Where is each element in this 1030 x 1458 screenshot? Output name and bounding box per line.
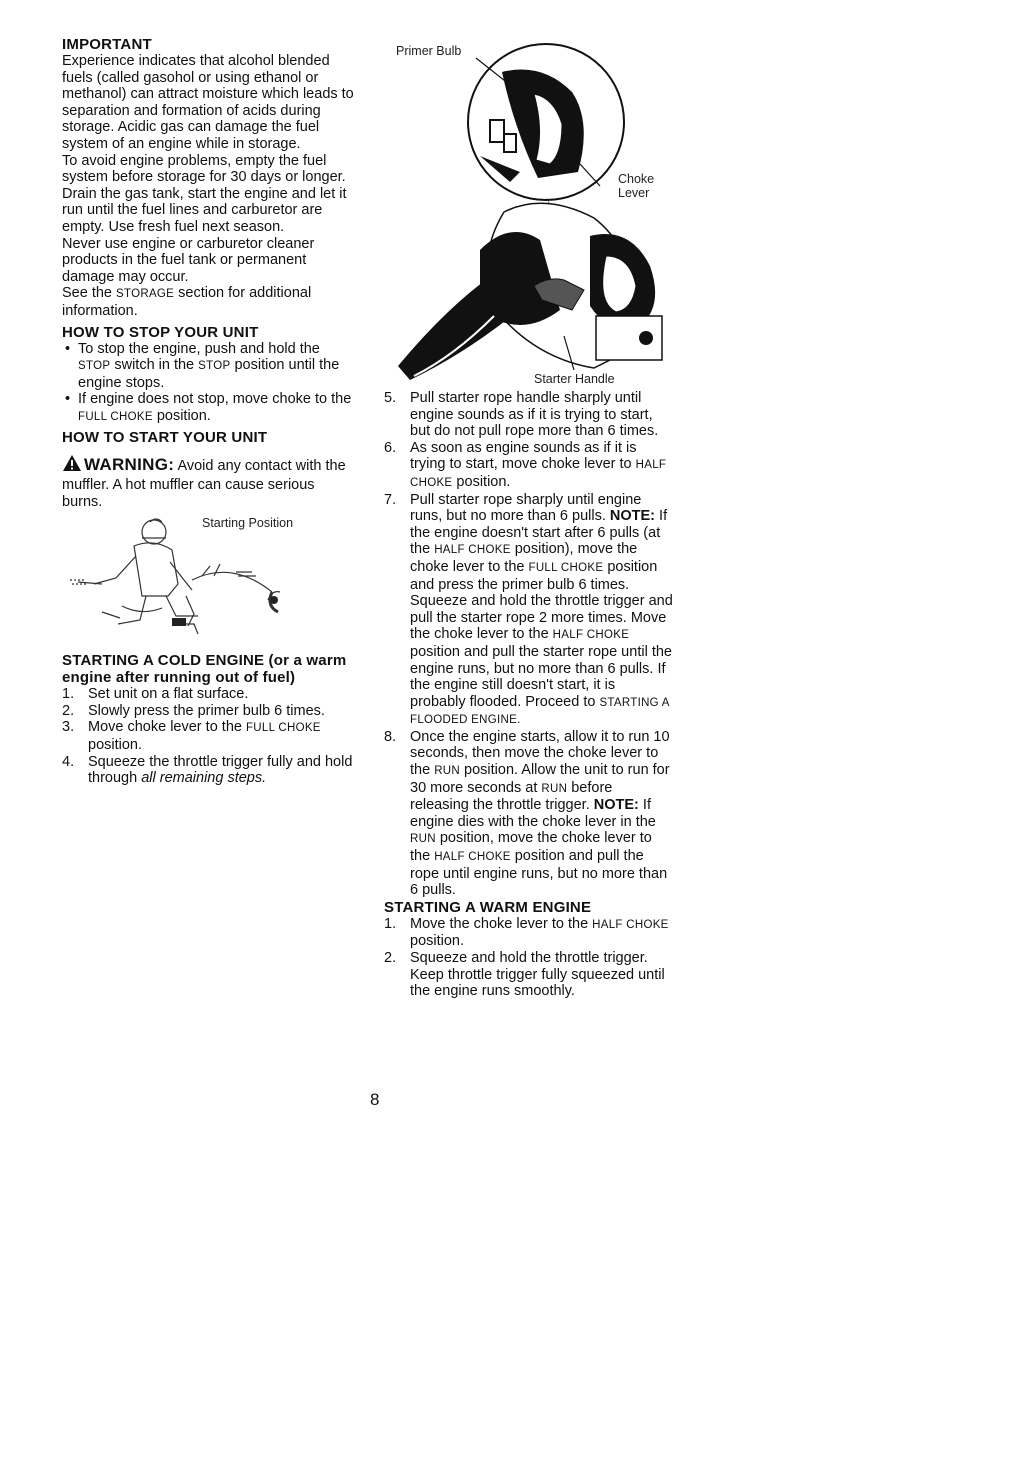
cold-engine-steps-right <box>384 390 674 899</box>
left-column <box>62 36 354 787</box>
list-item <box>62 341 354 392</box>
text-run: before releasing the throttle trigger. <box>410 779 613 814</box>
full-choke-term: FULL CHOKE <box>528 561 604 574</box>
storage-ref: STORAGE <box>116 288 175 301</box>
half-choke-term: HALF CHOKE <box>410 459 667 489</box>
half-choke-term: HALF CHOKE <box>592 918 669 931</box>
warning-block <box>62 454 354 510</box>
kneeling-operator-illustration <box>62 516 322 646</box>
important-paragraph-3: Never use engine or carburetor cleaner products in the fuel tank or permanent damage may occur. <box>62 235 315 285</box>
list-item <box>62 391 354 425</box>
warning-triangle-icon <box>62 454 82 477</box>
list-item: 7. Pull starter rope sharply until engine runs, but no more than 6 pulls. NOTE: If the engine doesn't start after 6 pulls (at the HALF CHOKE position), move the choke lever to the FULL CHOKE position and press the primer bulb 6 times. Squeeze and hold the throttle trigger and pull the starter rope 2 more times. Move the choke lever to the HALF CHOKE position and pull the starter rope until the engine runs, but no more than 6 pulls. If the engine still doesn't start, it is probably flooded. Proceed to STARTING A FLOODED ENGINE. <box>384 491 673 727</box>
engine-illustration <box>384 36 674 388</box>
text-run: As soon as engine sounds as if it is trying to start, move choke lever to <box>410 439 637 473</box>
text-run: switch in the <box>110 357 199 374</box>
cold-engine-heading: STARTING A COLD ENGINE (or a warm engine after running out of fuel) <box>62 652 347 687</box>
step-text: Squeeze and hold the throttle trigger. Keep throttle trigger fully squeezed until the engine runs smoothly. <box>410 950 665 1000</box>
list-item: 3. Move choke lever to the FULL CHOKE position. <box>62 719 321 754</box>
text-run: If engine does not stop, move choke to the <box>78 391 352 408</box>
list-item: 2. Squeeze and hold the throttle trigger. Keep throttle trigger fully squeezed until the engine runs smoothly. <box>384 950 665 1000</box>
run-term: RUN <box>410 833 436 846</box>
text-run: Move the choke lever to the <box>410 915 593 932</box>
list-item: 1. Set unit on a flat surface. <box>62 686 249 703</box>
text-run: position and pull the rope until engine runs, but no more than 6 pulls. <box>410 848 668 899</box>
starting-position-caption: Starting Position <box>202 516 294 531</box>
text-run: Squeeze the throttle trigger fully and hold through <box>88 753 353 787</box>
text-run: position until the engine stops. <box>78 357 340 391</box>
list-item: 1. Move the choke lever to the HALF CHOKE position. <box>384 915 669 950</box>
text-run: position. <box>152 407 211 424</box>
text-run: See the <box>62 285 117 302</box>
stop-switch-term: STOP <box>78 360 111 373</box>
full-choke-term: FULL CHOKE <box>245 722 321 735</box>
warm-engine-heading: STARTING A WARM ENGINE <box>384 898 592 916</box>
important-paragraph-2: To avoid engine problems, empty the fuel system before storage for 30 days or longer. Drain the gas tank, start the engine and let it run until the fuel lines and carburetor are empty. Use fresh fuel next season. <box>62 152 347 235</box>
note-label: NOTE: <box>609 508 656 525</box>
list-item: 4. Squeeze the throttle trigger fully and hold through all remaining steps. <box>62 753 353 787</box>
text-run: position. <box>88 737 143 754</box>
text-run: position. <box>410 933 465 950</box>
half-choke-term: HALF CHOKE <box>434 544 511 557</box>
list-item: 6. As soon as engine sounds as if it is trying to start, move choke lever to HALF CHOKE position. <box>384 439 667 490</box>
primer-bulb-label: Primer Bulb <box>396 44 462 58</box>
important-heading: IMPORTANT <box>62 36 152 53</box>
warm-engine-steps <box>384 916 674 1000</box>
page-number: 8 <box>370 1090 380 1109</box>
starter-handle-label: Starter Handle <box>534 372 615 386</box>
half-choke-term: HALF CHOKE <box>552 629 630 642</box>
stop-heading: HOW TO STOP YOUR UNIT <box>62 323 259 341</box>
half-choke-term: HALF CHOKE <box>434 851 511 864</box>
step-text: Set unit on a flat surface. <box>88 686 249 703</box>
starting-position-figure <box>62 516 354 646</box>
important-paragraph-1: Experience indicates that alcohol blended fuels (called gasohol or using ethanol or methanol) can attract moisture which leads to separation and formation of acids during storage. Acidic gas can damage the fuel system of an engine while in storage. <box>62 53 354 152</box>
text-run: section for additional information. <box>62 285 312 319</box>
start-heading: HOW TO START YOUR UNIT <box>62 429 268 447</box>
text-run: If engine dies with the choke lever in the <box>410 797 656 830</box>
warning-text: Avoid any contact with the muffler. A hot muffler can cause serious burns. <box>62 458 346 510</box>
run-term: RUN <box>541 782 568 795</box>
text-run: position and pull the starter rope until the engine runs, but no more than 6 pulls. If the engine still doesn't start, it is probably flooded. Proceed to <box>410 643 672 710</box>
text-run: position), move the choke lever to the <box>410 541 638 575</box>
text-run: Pull starter rope sharply until engine runs, but no more than 6 pulls. <box>410 491 642 525</box>
text-run: Once the engine starts, allow it to run 10 seconds, then move the choke lever to the <box>410 728 670 779</box>
step-text: Slowly press the primer bulb 6 times. <box>88 702 325 719</box>
choke-lever-label: Choke Lever <box>618 172 655 200</box>
list-item: 5. Pull starter rope handle sharply until engine sounds as if it is trying to start, but do not pull rope more than 6 times. <box>384 390 659 440</box>
emphasis-text: all remaining steps. <box>141 770 267 787</box>
text-run: position. Allow the unit to run for 30 more seconds at <box>410 762 670 796</box>
step-text: Pull starter rope handle sharply until engine sounds as if it is trying to start, but do not pull rope more than 6 times. <box>410 390 659 440</box>
full-choke-term: FULL CHOKE <box>78 410 153 423</box>
list-item: 2. Slowly press the primer bulb 6 times. <box>62 702 325 719</box>
text-run: If the engine doesn't start after 6 pulls (at the <box>410 508 668 558</box>
list-item: 8. Once the engine starts, allow it to run 10 seconds, then move the choke lever to the RUN position. Allow the unit to run for 30 more seconds at RUN before releasing the throttle trigger. NOTE: If engine dies with the choke lever in the RUN position, move the choke lever to the HALF CHOKE position and pull the rope until engine runs, but no more than 6 pulls. <box>384 728 670 899</box>
flooded-engine-ref: STARTING A FLOODED ENGINE. <box>410 696 670 727</box>
text-run: To stop the engine, push and hold the <box>78 340 320 357</box>
right-column <box>384 36 674 1000</box>
text-run: position. <box>452 473 511 490</box>
text-run: position, move the choke lever to the <box>410 830 652 865</box>
stop-position-term: STOP <box>198 360 231 373</box>
note-label: NOTE: <box>593 797 639 814</box>
warning-label: WARNING: <box>84 455 175 475</box>
run-term: RUN <box>434 765 461 778</box>
important-paragraph-4 <box>62 285 354 319</box>
stop-list <box>62 341 354 426</box>
text-run: position and press the primer bulb 6 times. Squeeze and hold the throttle trigger and pull the starter rope 2 more times. Move the choke lever to the <box>410 558 673 643</box>
text-run: Move choke lever to the <box>88 719 246 736</box>
cold-engine-steps-left <box>62 686 354 787</box>
engine-controls-figure <box>384 36 674 388</box>
